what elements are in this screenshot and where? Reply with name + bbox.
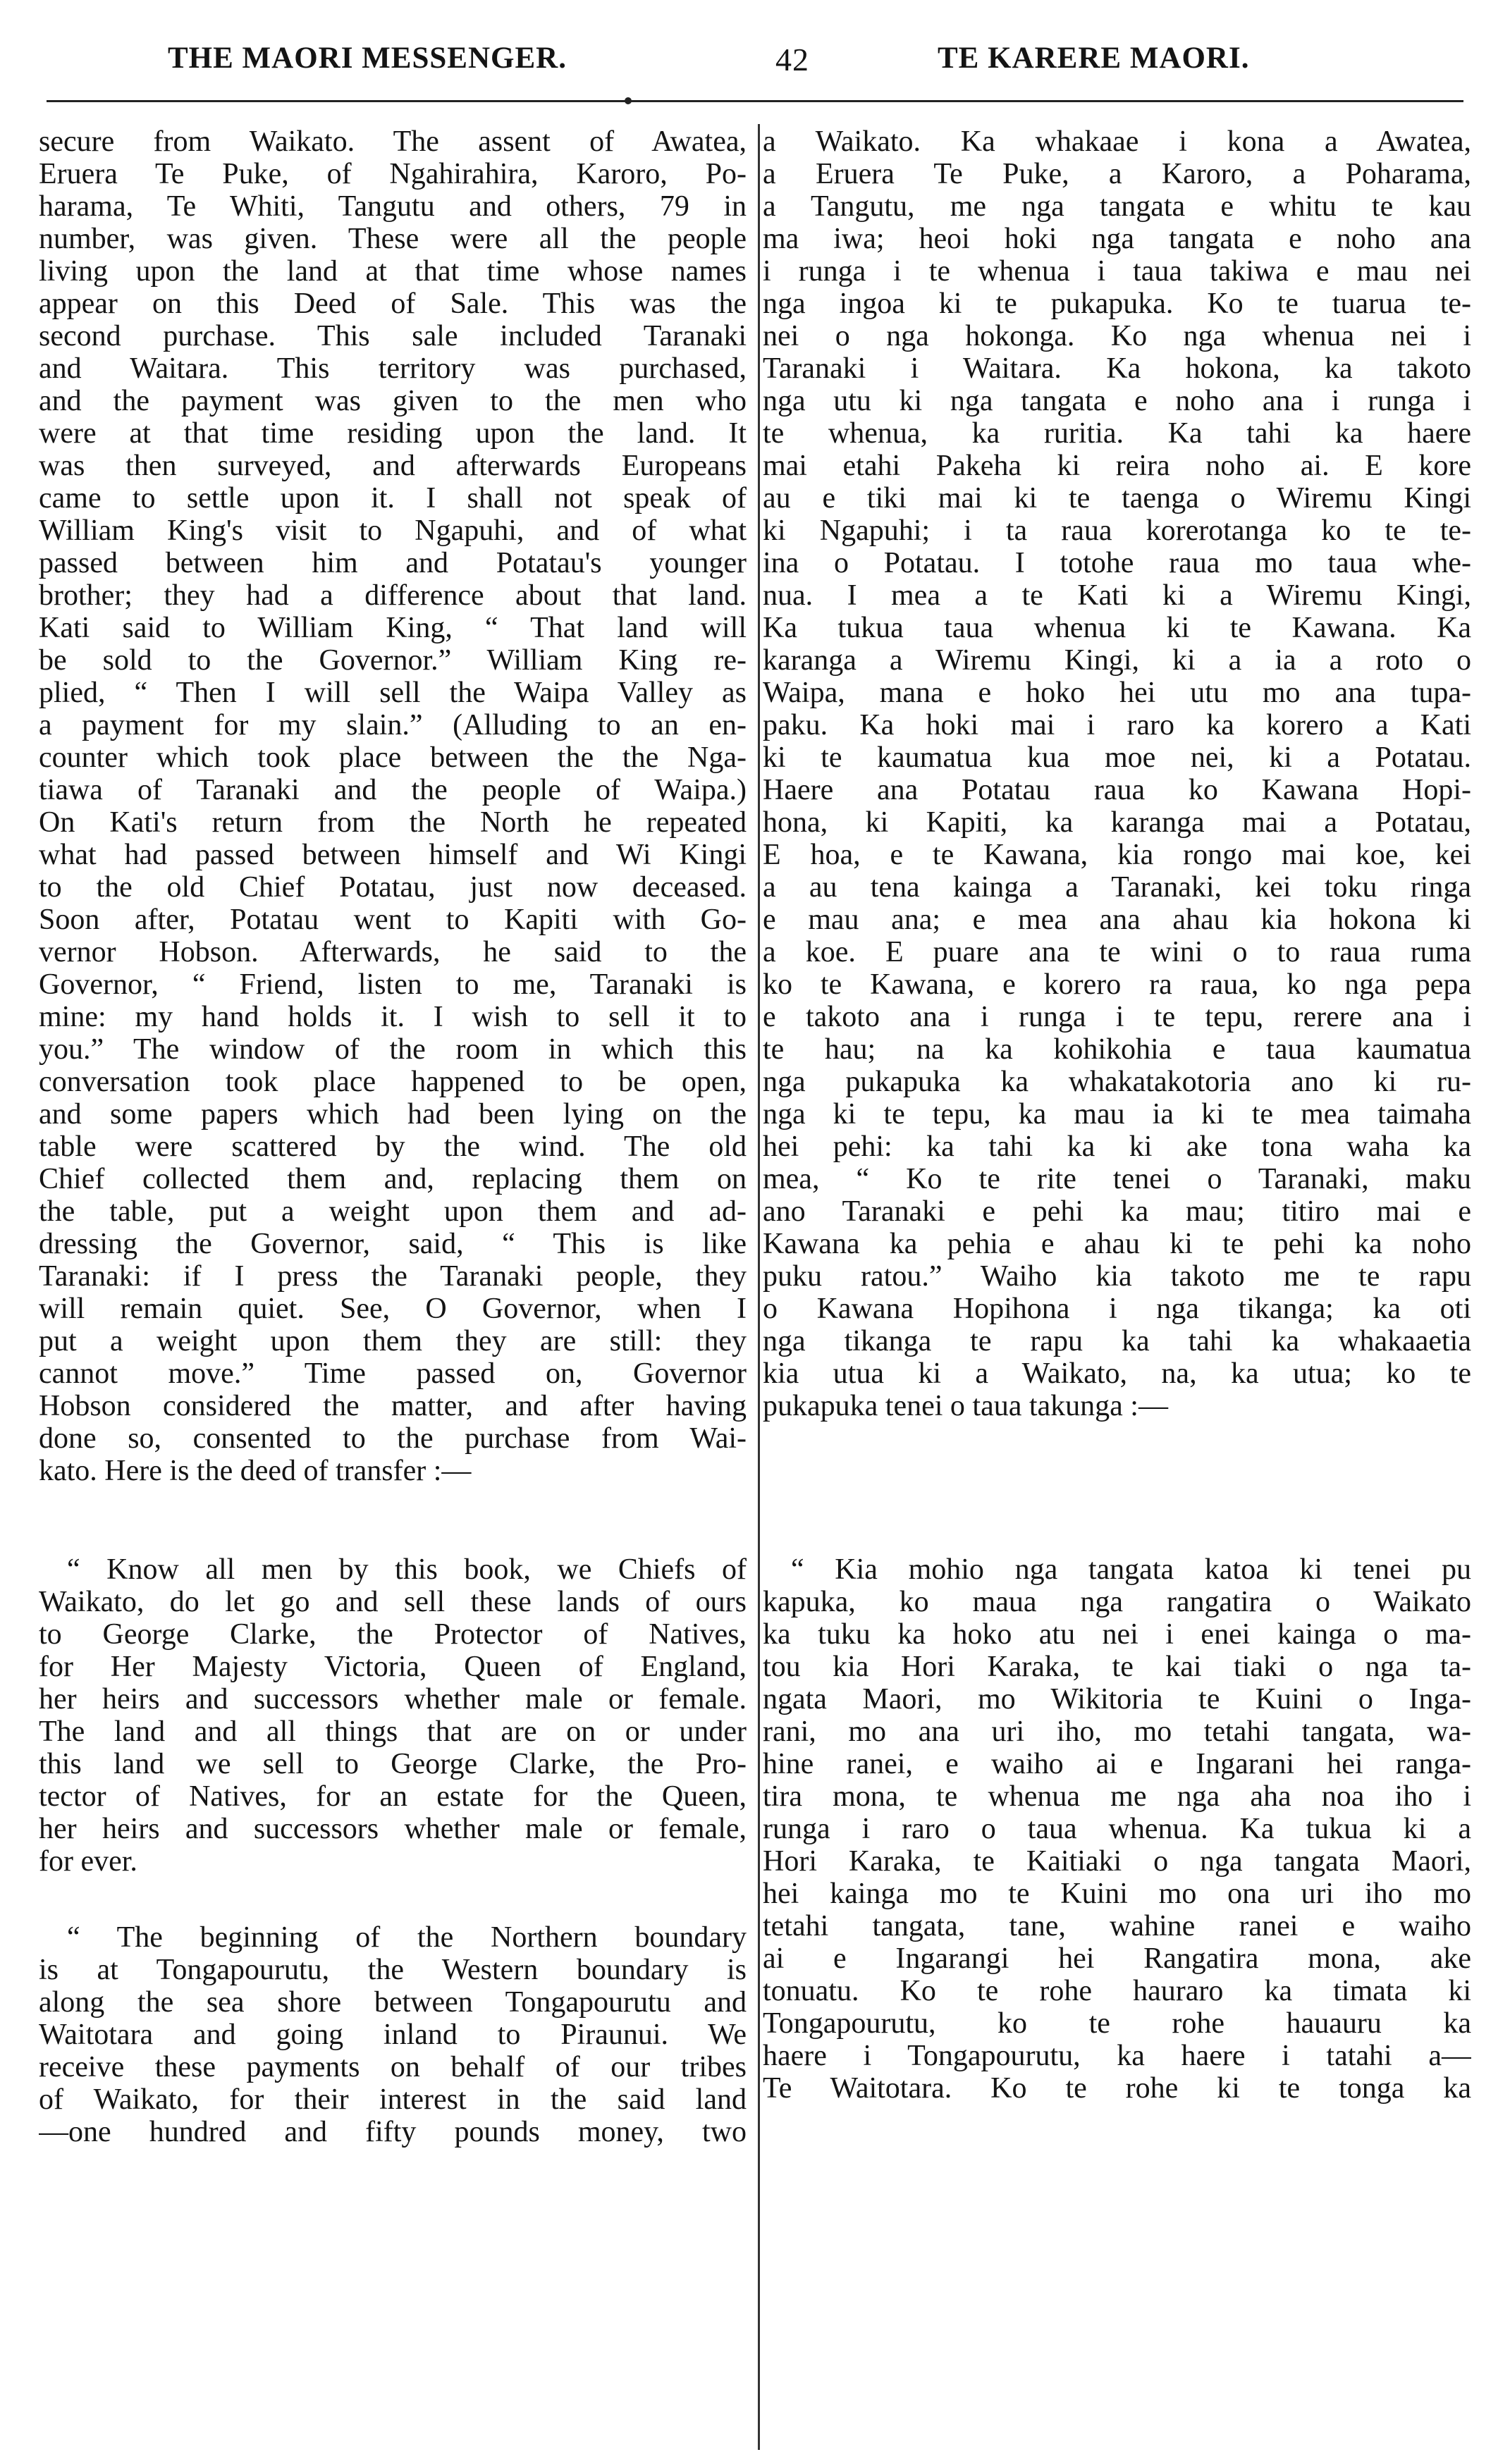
page-number: 42 xyxy=(775,42,809,78)
text-line: put a weight upon them they are still: they xyxy=(39,1325,747,1357)
text-line: Hori Karaka, te Kaitiaki o nga tangata Maori, xyxy=(763,1845,1471,1878)
text-line: tector of Natives, for an estate for the Queen, xyxy=(39,1780,747,1813)
text-line: nga utu ki nga tangata e noho ana i runga i xyxy=(763,385,1471,417)
text-line: ngata Maori, mo Wikitoria te Kuini o Inga- xyxy=(763,1683,1471,1715)
text-line: i runga i te whenua i taua takiwa e mau nei xyxy=(763,255,1471,288)
text-line: table were scattered by the wind. The old xyxy=(39,1131,747,1163)
text-line: hei kainga mo te Kuini mo ona uri iho mo xyxy=(763,1878,1471,1910)
text-line: harama, Te Whiti, Tangutu and others, 79 in xyxy=(39,190,747,223)
text-line: tonuatu. Ko te rohe hauraro ka timata ki xyxy=(763,1975,1471,2007)
text-line: Kawana ka pehia e ahau ki te pehi ka noho xyxy=(763,1228,1471,1260)
header-english-title: THE MAORI MESSENGER. xyxy=(168,42,567,75)
text-line: appear on this Deed of Sale. This was the xyxy=(39,288,747,320)
text-line: nga pukapuka ka whakatakotoria ano ki ru- xyxy=(763,1066,1471,1098)
text-line: Tongapourutu, ko te rohe hauauru ka xyxy=(763,2007,1471,2040)
text-line: living upon the land at that time whose names xyxy=(39,255,747,288)
text-line: hei pehi: ka tahi ka ki ake tona waha ka xyxy=(763,1131,1471,1163)
text-line: number, was given. These were all the people xyxy=(39,223,747,255)
text-line: ki Ngapuhi; i ta raua korerotanga ko te te- xyxy=(763,515,1471,547)
text-line: ko te Kawana, e korero ra raua, ko nga pepa xyxy=(763,968,1471,1001)
text-line: —one hundred and fifty pounds money, two xyxy=(39,2116,747,2148)
text-line: Te Waitotara. Ko te rohe ki te tonga ka xyxy=(763,2072,1471,2105)
text-line: Chief collected them and, replacing them on xyxy=(39,1163,747,1195)
text-line: second purchase. This sale included Taranaki xyxy=(39,320,747,352)
text-line: this land we sell to George Clarke, the Pro- xyxy=(39,1748,747,1780)
text-line: you.” The window of the room in which this xyxy=(39,1033,747,1066)
text-line: to George Clarke, the Protector of Natives, xyxy=(39,1618,747,1651)
text-line: mine: my hand holds it. I wish to sell it to xyxy=(39,1001,747,1033)
text-line: mea, “ Ko te rite tenei o Taranaki, maku xyxy=(763,1163,1471,1195)
text-line: te hau; na ka kohikohia e taua kaumatua xyxy=(763,1033,1471,1066)
text-line: Kati said to William King, “ That land will xyxy=(39,612,747,644)
header-maori-title: TE KARERE MAORI. xyxy=(938,42,1250,75)
text-line: to the old Chief Potatau, just now deceased. xyxy=(39,871,747,904)
text-line: a Tangutu, me nga tangata e whitu te kau xyxy=(763,190,1471,223)
text-line: nga ingoa ki te pukapuka. Ko te tuarua te- xyxy=(763,288,1471,320)
text-line: conversation took place happened to be open, xyxy=(39,1066,747,1098)
text-line: will remain quiet. See, O Governor, when I xyxy=(39,1293,747,1325)
text-line: were at that time residing upon the land. It xyxy=(39,417,747,450)
text-line: be sold to the Governor.” William King re- xyxy=(39,644,747,677)
text-line: dressing the Governor, said, “ This is like xyxy=(39,1228,747,1260)
text-line: Waitotara and going inland to Piraunui. We xyxy=(39,2019,747,2051)
text-line: is at Tongapourutu, the Western boundary is xyxy=(39,1954,747,1986)
text-line: receive these payments on behalf of our tribes xyxy=(39,2051,747,2083)
text-line: pukapuka tenei o taua takunga :— xyxy=(763,1390,1168,1422)
text-line: was then surveyed, and afterwards Europeans xyxy=(39,450,747,482)
text-line: ma iwa; heoi hoki nga tangata e noho ana xyxy=(763,223,1471,255)
text-line: the table, put a weight upon them and ad- xyxy=(39,1195,747,1228)
text-line: “ Kia mohio nga tangata katoa ki tenei pu xyxy=(791,1553,1471,1586)
header-rule xyxy=(47,100,1463,102)
text-line: “ The beginning of the Northern boundary xyxy=(67,1921,747,1954)
text-line: her heirs and successors whether male or female, xyxy=(39,1813,747,1845)
text-line: brother; they had a difference about that land. xyxy=(39,579,747,612)
text-line: Ka tukua taua whenua ki te Kawana. Ka xyxy=(763,612,1471,644)
text-line: ka tuku ka hoko atu nei i enei kainga o ma- xyxy=(763,1618,1471,1651)
text-line: mai etahi Pakeha ki reira noho ai. E kore xyxy=(763,450,1471,482)
text-line: a koe. E puare ana te wini o to raua ruma xyxy=(763,936,1471,968)
text-line: rani, mo ana uri iho, mo tetahi tangata, wa- xyxy=(763,1715,1471,1748)
text-line: kato. Here is the deed of transfer :— xyxy=(39,1455,472,1487)
text-line: ina o Potatau. I totohe raua mo taua whe- xyxy=(763,547,1471,579)
text-line: Taranaki i Waitara. Ka hokona, ka takoto xyxy=(763,352,1471,385)
text-line: Waipa, mana e hoko hei utu mo ana tupa- xyxy=(763,677,1471,709)
text-line: Governor, “ Friend, listen to me, Taranaki is xyxy=(39,968,747,1001)
text-line: of Waikato, for their interest in the said land xyxy=(39,2083,747,2116)
text-line: karanga a Wiremu Kingi, ki a ia a roto o xyxy=(763,644,1471,677)
text-line: E hoa, e te Kawana, kia rongo mai koe, kei xyxy=(763,839,1471,871)
text-line: for Her Majesty Victoria, Queen of England, xyxy=(39,1651,747,1683)
page-header xyxy=(42,41,1466,83)
text-line: tiawa of Taranaki and the people of Waipa.) xyxy=(39,774,747,806)
text-line: along the sea shore between Tongapourutu and xyxy=(39,1986,747,2019)
text-line: Waikato, do let go and sell these lands of ours xyxy=(39,1586,747,1618)
text-line: runga i raro o taua whenua. Ka tukua ki a xyxy=(763,1813,1471,1845)
text-line: plied, “ Then I will sell the Waipa Valley as xyxy=(39,677,747,709)
text-line: and the payment was given to the men who xyxy=(39,385,747,417)
text-line: cannot move.” Time passed on, Governor xyxy=(39,1357,747,1390)
header-ornament-dot xyxy=(625,97,632,104)
text-line: ai e Ingarangi hei Rangatira mona, ake xyxy=(763,1942,1471,1975)
text-line: tou kia Hori Karaka, te kai tiaki o nga ta- xyxy=(763,1651,1471,1683)
text-line: paku. Ka hoki mai i raro ka korero a Kati xyxy=(763,709,1471,741)
text-line: The land and all things that are on or under xyxy=(39,1715,747,1748)
english-paragraph-boundary xyxy=(39,1921,747,2148)
text-line: puku ratou.” Waiho kia takoto me te rapu xyxy=(763,1260,1471,1293)
text-line: a Eruera Te Puke, a Karoro, a Poharama, xyxy=(763,158,1471,190)
text-line: e mau ana; e mea ana ahau kia hokona ki xyxy=(763,904,1471,936)
text-line: done so, consented to the purchase from Wai- xyxy=(39,1422,747,1455)
text-line: came to settle upon it. I shall not speak of xyxy=(39,482,747,515)
text-line: Soon after, Potatau went to Kapiti with Go- xyxy=(39,904,747,936)
text-line: a payment for my slain.” (Alluding to an en- xyxy=(39,709,747,741)
text-line: kapuka, ko maua nga rangatira o Waikato xyxy=(763,1586,1471,1618)
column-divider xyxy=(758,124,760,2450)
text-line: nga tikanga te rapu ka tahi ka whakaaetia xyxy=(763,1325,1471,1357)
text-line: passed between him and Potatau's younger xyxy=(39,547,747,579)
text-line: e takoto ana i runga i te tepu, rerere ana i xyxy=(763,1001,1471,1033)
text-line: and Waitara. This territory was purchased, xyxy=(39,352,747,385)
text-line: what had passed between himself and Wi Kingi xyxy=(39,839,747,871)
maori-paragraph-narrative xyxy=(763,125,1471,1422)
text-line: Haere ana Potatau raua ko Kawana Hopi- xyxy=(763,774,1471,806)
text-line: her heirs and successors whether male or female. xyxy=(39,1683,747,1715)
text-line: Taranaki: if I press the Taranaki people, they xyxy=(39,1260,747,1293)
text-line: secure from Waikato. The assent of Awatea, xyxy=(39,125,747,158)
text-line: counter which took place between the the Nga- xyxy=(39,741,747,774)
text-line: a Waikato. Ka whakaae i kona a Awatea, xyxy=(763,125,1471,158)
text-line: nua. I mea a te Kati ki a Wiremu Kingi, xyxy=(763,579,1471,612)
text-line: ano Taranaki e pehi ka mau; titiro mai e xyxy=(763,1195,1471,1228)
english-paragraph-narrative xyxy=(39,125,747,1487)
text-line: On Kati's return from the North he repeated xyxy=(39,806,747,839)
text-line: tira mona, te whenua me nga aha noa iho i xyxy=(763,1780,1471,1813)
text-line: hine ranei, e waiho ai e Ingarani hei ranga- xyxy=(763,1748,1471,1780)
text-line: nei o nga hokonga. Ko nga whenua nei i xyxy=(763,320,1471,352)
text-line: for ever. xyxy=(39,1845,137,1878)
text-line: hona, ki Kapiti, ka karanga mai a Potatau, xyxy=(763,806,1471,839)
text-line: William King's visit to Ngapuhi, and of what xyxy=(39,515,747,547)
text-line: kia utua ki a Waikato, na, ka utua; ko te xyxy=(763,1357,1471,1390)
maori-paragraph-deed xyxy=(763,1553,1471,2105)
text-line: “ Know all men by this book, we Chiefs of xyxy=(67,1553,747,1586)
text-line: au e tiki mai ki te taenga o Wiremu Kingi xyxy=(763,482,1471,515)
text-line: haere i Tongapourutu, ka haere i tatahi a— xyxy=(763,2040,1471,2072)
english-paragraph-deed xyxy=(39,1553,747,1878)
text-line: tetahi tangata, tane, wahine ranei e waiho xyxy=(763,1910,1471,1942)
text-line: nga ki te tepu, ka mau ia ki te mea taimaha xyxy=(763,1098,1471,1131)
text-line: Hobson considered the matter, and after having xyxy=(39,1390,747,1422)
text-line: and some papers which had been lying on the xyxy=(39,1098,747,1131)
text-line: o Kawana Hopihona i nga tikanga; ka oti xyxy=(763,1293,1471,1325)
text-line: te whenua, ka ruritia. Ka tahi ka haere xyxy=(763,417,1471,450)
text-line: Eruera Te Puke, of Ngahirahira, Karoro, Po- xyxy=(39,158,747,190)
text-line: a au tena kainga a Taranaki, kei toku ringa xyxy=(763,871,1471,904)
text-line: ki te kaumatua kua moe nei, ki a Potatau. xyxy=(763,741,1471,774)
text-line: vernor Hobson. Afterwards, he said to the xyxy=(39,936,747,968)
